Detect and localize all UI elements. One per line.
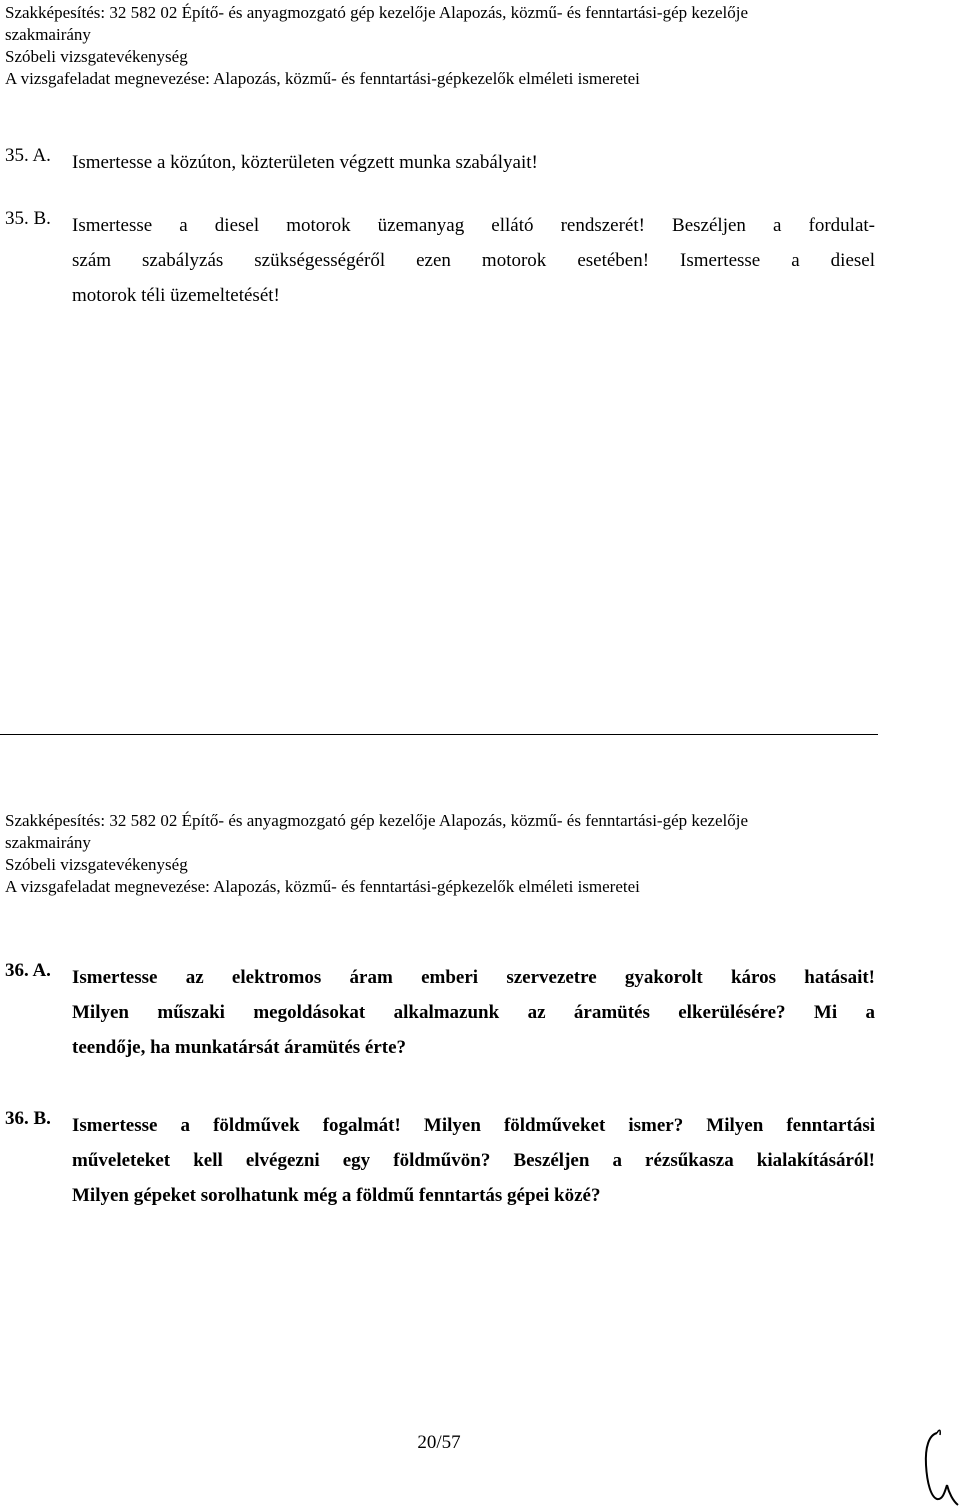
question-number: 36. A. — [5, 960, 51, 981]
question-35b — [5, 208, 875, 313]
header-direction-line: szakmairány — [5, 25, 91, 44]
page-number: 20/57 — [417, 1432, 461, 1453]
signature-mark — [915, 1425, 960, 1506]
question-number: 35. A. — [5, 145, 51, 166]
question-text — [72, 145, 875, 180]
question-line: Ismertesse az elektromos áram emberi szervezetre gyakorolt káros hatásait! — [72, 967, 875, 988]
page-header-bottom — [5, 810, 905, 898]
header-exam-type-line: Szóbeli vizsgatevékenység — [5, 47, 188, 66]
question-line: Ismertesse a diesel motorok üzemanyag ellátó rendszerét! Beszéljen a fordulat- — [72, 215, 875, 236]
question-line: motorok téli üzemeltetését! — [72, 285, 280, 306]
header-task-name-line: A vizsgafeladat megnevezése: Alapozás, közmű- és fenntartási-gépkezelők elméleti ismeretei — [5, 69, 640, 88]
header-qualification-line: Szakképesítés: 32 582 02 Építő- és anyagmozgató gép kezelője Alapozás, közmű- és fenntartási-gép kezelője — [5, 811, 749, 830]
question-line: műveleteket kell elvégezni egy földművön? Beszéljen a rézsűkasza kialakításáról! — [72, 1150, 875, 1171]
header-task-name-line: A vizsgafeladat megnevezése: Alapozás, közmű- és fenntartási-gépkezelők elméleti ismeretei — [5, 877, 640, 896]
question-number: 36. B. — [5, 1108, 51, 1129]
page-header-top — [5, 2, 905, 90]
question-36a — [5, 960, 875, 1065]
question-line: Ismertesse a közúton, közterületen végzett munka szabályait! — [72, 152, 538, 173]
question-36b — [5, 1108, 875, 1213]
question-text — [72, 1108, 875, 1213]
header-qualification-line: Szakképesítés: 32 582 02 Építő- és anyagmozgató gép kezelője Alapozás, közmű- és fenntartási-gép kezelője — [5, 3, 749, 22]
question-text — [72, 960, 875, 1065]
question-line: Milyen gépeket sorolhatunk még a földmű fenntartás gépei közé? — [72, 1185, 601, 1206]
question-text — [72, 208, 875, 313]
header-exam-type-line: Szóbeli vizsgatevékenység — [5, 855, 188, 874]
header-direction-line: szakmairány — [5, 833, 91, 852]
page-divider — [0, 734, 878, 735]
question-35a — [5, 145, 875, 180]
question-line: Ismertesse a földművek fogalmát! Milyen földműveket ismer? Milyen fenntartási — [72, 1115, 875, 1136]
question-number: 35. B. — [5, 208, 51, 229]
question-line: szám szabályzás szükségességéről ezen motorok esetében! Ismertesse a diesel — [72, 250, 875, 271]
question-line: teendője, ha munkatársát áramütés érte? — [72, 1037, 407, 1058]
question-line: Milyen műszaki megoldásokat alkalmazunk az áramütés elkerülésére? Mi a — [72, 1002, 875, 1023]
